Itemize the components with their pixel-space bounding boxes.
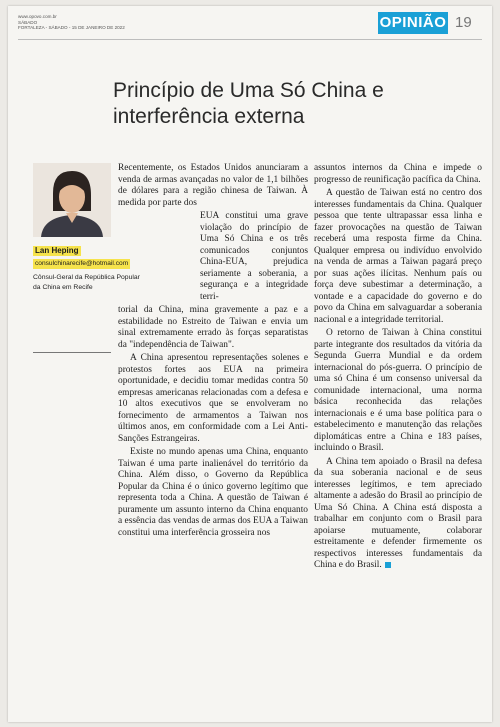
paragraph-final	[314, 457, 482, 572]
author-divider	[33, 352, 111, 353]
author-email: consulchinarecife@hotmail.com	[35, 260, 129, 267]
author-name: Lan Heping	[35, 246, 79, 255]
section-label: OPINIÃO	[378, 12, 448, 34]
paragraph: Existe no mundo apenas uma China, enquanto Taiwan é uma parte inalienável do território da China. Além disso, o Governo da República Popular da China é o único governo legítimo que representa toda a China. A questão de Taiwan é puramente um assunto interno da China enquanto a essência das vendas de armas dos EUA a Taiwan constitui uma interferência grosseira nos	[118, 447, 308, 538]
paragraph: A China apresentou representações solenes e protestos fortes aos EUA na primeira oportunidade, e decidiu tomar medidas contra 50 empresas americanas relacionadas com a defesa e 10 altos executivos que se envolveram no fornecimento de armamentos a Taiwan nos últimos anos, em conformidade com a Lei Anti-Sanções Estrangeiras.	[118, 353, 308, 444]
masthead-source: www.opovo.com.br	[18, 14, 57, 19]
end-of-article-mark	[385, 562, 391, 568]
paragraph: Recentemente, os Estados Unidos anunciaram a venda de armas avançadas no valor de 1,1 bilhões de dólares para a região chinesa de Taiwan. À medida por parte dos	[118, 163, 308, 208]
paragraph: O retorno de Taiwan à China constitui parte integrante dos resultados da vitória da Segunda Guerra Mundial e da ordem internacional do pós-guerra. O princípio de uma só China é um consenso universal da comunidade internacional, uma norma básica reconhecida das relações internacionais e é uma base política para o estabelecimento e manutenção das relações diplomáticas entre a China e 183 países, incluindo o Brasil.	[314, 328, 482, 453]
page-number: 19	[455, 14, 472, 31]
masthead	[18, 14, 138, 31]
paragraph: assuntos internos da China e impede o progresso de reunificação pacífica da China.	[314, 163, 482, 185]
paragraph: A questão de Taiwan está no centro dos interesses fundamentais da China. Qualquer pessoa que tente ultrapassar essa linha e fazer provocações na questão de Taiwan receberá uma resposta firme da China. Qualquer empresa ou indivíduo envolvido na venda de armas a Taiwan pagará preço por suas ações ilícitas. Nenhum país ou força deve subestimar a determinação, a vontade e a capacidade do governo e do povo da China em salvaguardar a soberania nacional e a integridade territorial.	[314, 188, 482, 325]
author-role: Cônsul-Geral da República Popular da China em Recife	[33, 274, 140, 291]
header-divider	[18, 39, 482, 40]
masthead-date: FORTALEZA - SÁBADO - 15 DE JANEIRO DE 2022	[18, 25, 125, 31]
article-title: Princípio de Uma Só China e interferência externa	[113, 79, 384, 128]
paragraph-text: A China tem apoiado o Brasil na defesa da sua soberania nacional e de seus interesses legítimos, e tem apreciado altamente a adesão do Brasil ao princípio de Uma Só China. A China está disposta a trabalhar em conjunto com o Brasil para apoiarse mutuamente, colaborar estreitamente e defender firmemente os respectivos interesses fundamentais da China e do Brasil.	[314, 456, 482, 570]
author-photo	[33, 163, 111, 237]
paragraph: EUA constitui uma grave violação do princípio de Uma Só China e os três comunicados conjuntos China-EUA, prejudica seriamente a soberania, a segurança e a integridade terri-	[200, 211, 308, 302]
paragraph: torial da China, mina gravemente a paz e a estabilidade no Estreito de Taiwan e envia um sinal extremamente errado às forças separatistas da "independência de Taiwan".	[118, 305, 308, 350]
article-column-2	[314, 163, 482, 574]
article-column-1	[118, 163, 308, 541]
masthead-day: SÁBADO	[18, 19, 38, 25]
newspaper-page	[8, 6, 492, 722]
